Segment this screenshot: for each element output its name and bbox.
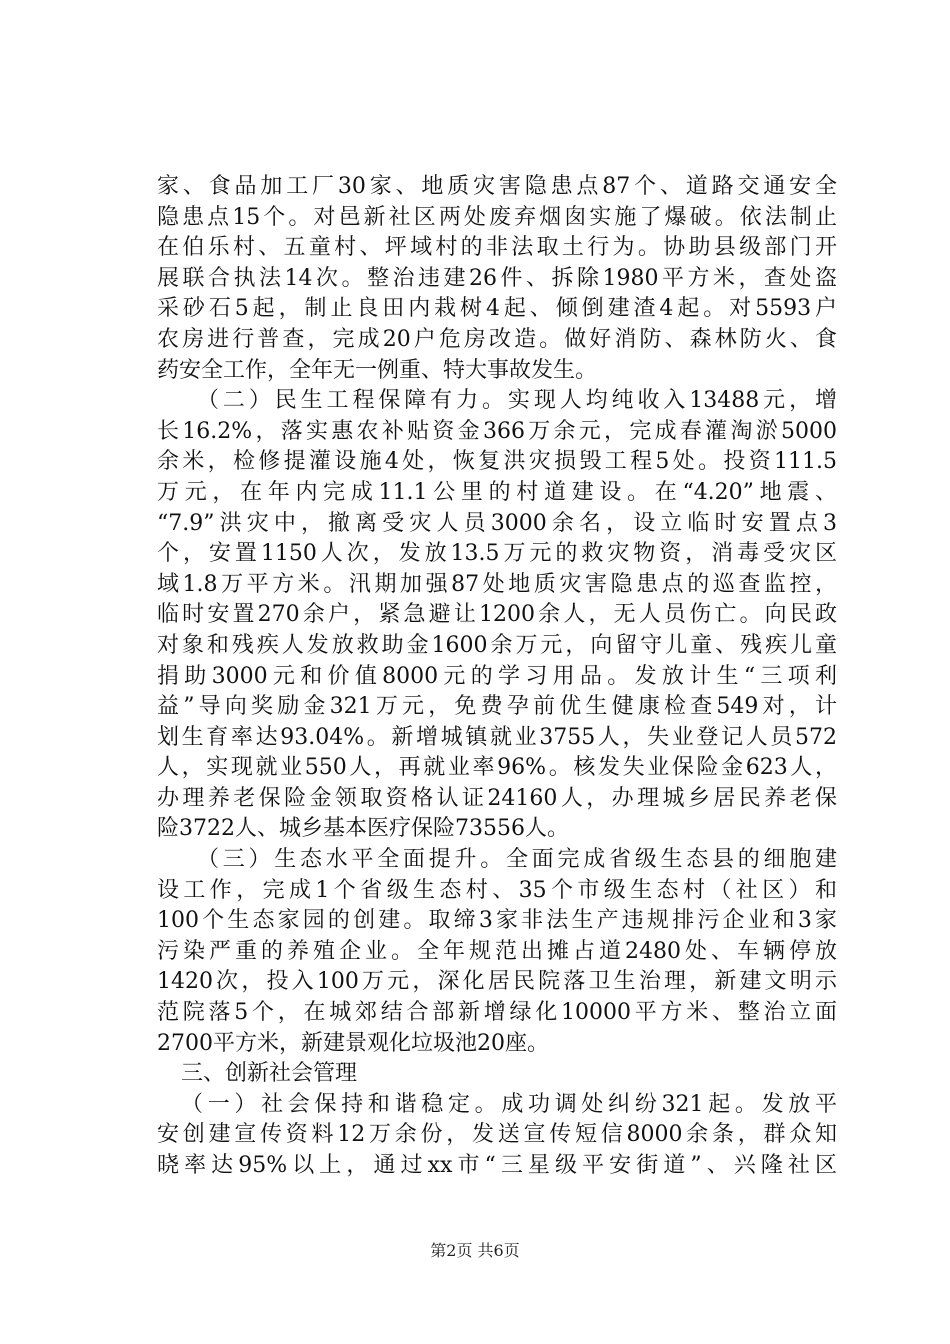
text-line: 1420次，投入100万元，深化居民院落卫生治理，新建文明示 <box>157 969 837 995</box>
text-line: 万元，在年内完成11.1公里的村道建设。在“4.20”地震、 <box>157 479 837 505</box>
text-line: 2700平方米，新建景观化垃圾池20座。 <box>157 1030 549 1056</box>
text-line: “7.9”洪灾中，撤离受灾人员3000余名，设立临时安置点3 <box>157 510 837 536</box>
text-line: （二）民生工程保障有力。实现人均纯收入13488元，增 <box>197 388 837 414</box>
text-line: 家、食品加工厂30家、地质灾害隐患点87个、道路交通安全 <box>157 174 837 199</box>
text-line: 范院落5个，在城郊结合部新增绿化10000平方米、整治立面 <box>157 1000 837 1026</box>
text-line: 晓率达95%以上，通过xx市“三星级平安街道”、兴隆社区 <box>157 1153 837 1178</box>
text-line: 临时安置270余户，紧急避让1200余人，无人员伤亡。向民政 <box>157 602 837 628</box>
document-body <box>157 172 837 1182</box>
text-line: 险3722人、城乡基本医疗保险73556人。 <box>157 816 569 842</box>
text-line: 隐患点15个。对邑新社区两处废弃烟囱实施了爆破。依法制止 <box>157 204 837 230</box>
text-line: 办理养老保险金领取资格认证24160人，办理城乡居民养老保 <box>157 785 837 811</box>
text-line: 长16.2%，落实惠农补贴资金366万余元，完成春灌淘淤5000 <box>157 418 837 444</box>
text-line: 100个生态家园的创建。取缔3家非法生产违规排污企业和3家 <box>157 908 837 934</box>
page-footer: 第2页 共6页 <box>430 1241 520 1260</box>
section-heading: 三、创新社会管理 <box>181 1061 358 1087</box>
text-line: 域1.8万平方米。汛期加强87处地质灾害隐患点的巡查监控， <box>157 571 837 597</box>
text-line: 农房进行普查，完成20户危房改造。做好消防、森林防火、食 <box>157 326 837 352</box>
text-line: 余米，检修提灌设施4处，恢复洪灾损毁工程5处。投资111.5 <box>157 449 837 475</box>
text-line: 采砂石5起，制止良田内栽树4起、倾倒建渣4起。对5593户 <box>157 296 837 322</box>
text-line: （三）生态水平全面提升。全面完成省级生态县的细胞建 <box>197 847 837 873</box>
text-line: 安创建宣传资料12万余份，发送宣传短信8000余条，群众知 <box>157 1122 837 1148</box>
text-line: 展联合执法14次。整治违建26件、拆除1980平方米，查处盗 <box>157 265 837 291</box>
text-line: 个，安置1150人次，发放13.5万元的救灾物资，消毒受灾区 <box>157 541 837 567</box>
text-line: 污染严重的养殖企业。全年规范出摊占道2480处、车辆停放 <box>157 938 837 964</box>
text-line: 在伯乐村、五童村、坪域村的非法取土行为。协助县级部门开 <box>157 235 837 261</box>
text-line: 人，实现就业550人，再就业率96%。核发失业保险金623人， <box>157 755 837 781</box>
text-line: 对象和残疾人发放救助金1600余万元，向留守儿童、残疾儿童 <box>157 632 837 658</box>
text-line: 药安全工作，全年无一例重、特大事故发生。 <box>157 357 598 383</box>
text-line: 设工作，完成1个省级生态村、35个市级生态村（社区）和 <box>157 877 837 903</box>
text-line: 捐助3000元和价值8000元的学习用品。发放计生“三项利 <box>157 663 837 689</box>
text-line: （一）社会保持和谐稳定。成功调处纠纷321起。发放平 <box>181 1091 837 1117</box>
text-line: 益”导向奖励金321万元，免费孕前优生健康检查549对，计 <box>157 694 837 720</box>
text-line: 划生育率达93.04%。新增城镇就业3755人，失业登记人员572 <box>157 724 837 750</box>
